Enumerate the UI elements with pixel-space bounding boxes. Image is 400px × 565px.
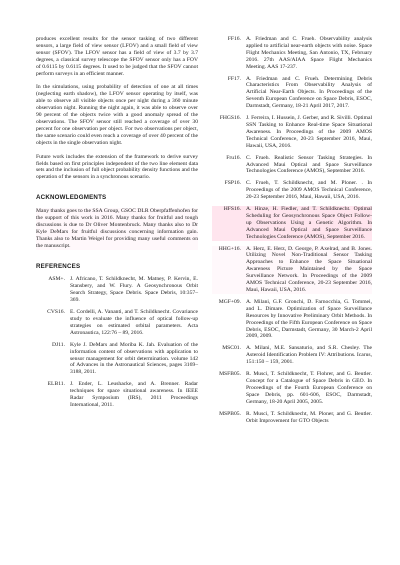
- reference-text: A. Herz, E. Herz, D. George, P. Axelrad, and B. Jones. Utilizing Novel Non-Traditional Sensor Tasking Approaches to Enhance the Space Situational Awareness Picture Maintained by the Space Surveillance Network. In Proceedings of the 2009 AMOS Technical Conference, 20-23 September 2016, Maui, Hawaii, USA, 2016.: [246, 245, 372, 293]
- acknowledgments-text: Many thanks goes to the SSA Group, GSOC DLR Oberpfaffenhofen for the support of this work in 2016. Many thanks for fruitful and tough discussions is due to Dr Oliver Montenbruck. Many thanks also to Dr Kyle DeMars for fruitful discussions concerning information gain. Thanks also to Martin Weigel for providing many useful comments on the manuscript.: [36, 208, 198, 249]
- reference-item: [212, 155, 372, 176]
- reference-key: HHG+16.: [218, 245, 241, 252]
- reference-item: [36, 342, 198, 377]
- reference-text: E. Cordelli, A. Vananti, and T. Schildknecht. Covariance study to evaluate the influence of optical follow-up strategies on estimated orbital parameters. Acta Astronautica, 122:76 – 89, 2016.: [70, 309, 198, 336]
- body-paragraph-2: In the simulations, using probability of detection of one at all times (neglecting earth shadow), the LFOV sensor operating by itself, was able to observe all visible objects once per night during a 360 minute observation night. Running the night again, it was able to observe over 90 percent of the objects twice with a good anomaly spread of the observations. The SFOV sensor still reached a coverage of over 30 percent for one observation per object. For two observations per object, the same scenario could even reach a coverage of over 40 percent of the objects in the single observation night.: [36, 84, 198, 146]
- reference-item: [212, 180, 372, 201]
- reference-key: FSP16.: [224, 180, 241, 187]
- reference-text: C. Frueh, T. Schildknecht, and M. Ploner. . In Proceedings of the 2009 AMOS Technical Conference, 20-23 September 2016, Maui, Hawaii, USA, 2016.: [246, 180, 372, 201]
- reference-item: [212, 115, 372, 150]
- reference-text: Kyle J. DeMars and Moriba K. Jah. Evaluation of the information content of observations with application to sensor management for orbit determination. volume 142 of Advances in the Astronautical Sciences, pages 3169–3188, 2011.: [70, 341, 198, 376]
- body-paragraph-1: produces excellent results for the sensor tasking of two different sensors, a large field of view sensor (LFOV) and a small field of view sensor (SFOV). The LFOV sensor has a field of view of 3.7 by 3.7 degrees, a classical survey telescope the SFOV sensor only has a FOV of 0.6115 by 0.6115 degrees. It used to be judged that the SFOV cannot perform surveys in an efficient manner.: [36, 36, 198, 77]
- reference-key: DJ11.: [51, 341, 65, 348]
- body-paragraph-3: Future work includes the extension of the framework to derive survey fields based on first principles independent of the two line element data sets and the inclusion of full object probability density functions and the operation of the sensors in a synchronous scenario.: [36, 153, 198, 181]
- reference-text: A. Hinze, H. Fiedler, and T. Schildknecht. Optimal Scheduling for Geosynchronous Space Object Follow-up Observations Using a Genetic Algorithm. In Advanced Maui Optical and Space Surveillance Technologies Conference (AMOS), September 2016.: [246, 206, 372, 240]
- reference-key: FF17.: [227, 75, 241, 82]
- reference-text: A. Friedman and C. Frueh. Observability analysis applied to artificial near-earth objects with noise. Space Flight Mechanics Meeting, San Antonio, TX, February 2016. 27th AAS/AIAA Space Flight Mechanics Meeting. AAS 17-237.: [246, 36, 372, 70]
- reference-text: J. Ferreira, I. Hussein, J. Gerber, and R. Sivilli. Optimal SSN Tasking to Enhance Real-time Space Situational Awareness. In Proceedings of the 2009 AMOS Technical Conference, 20-23 September 2016, Maui, Hawaii, USA, 2016.: [246, 115, 372, 149]
- reference-text: A. Milani, G.F. Gronchi, D. Farnocchia, G. Tommei, and L. Dimare. Optimization of Space Surveillance Resources by Innovative Preliminary Orbit Methods. In Proceedings of the Fifth European Conference on Space Debris, ESOC, Darmstadt, Germany, 30 March-2 April 2009, 2009.: [246, 298, 372, 340]
- reference-text: R. Musci, T. Schildknecht, T. Flohrer, and G. Beutler. Concept for a Catalogue of Space Debris in GEO. In Proceedings of the Fourth European Conference on Space Debris, pp. 601-606, ESOC, Darmstadt, Germany, 18-20 April 2005, 2005.: [246, 371, 372, 405]
- reference-item: [36, 309, 198, 337]
- reference-item: [212, 371, 372, 406]
- reference-key: FHGS16.: [219, 115, 241, 122]
- references-heading: REFERENCES: [36, 262, 81, 270]
- reference-item: [212, 345, 372, 366]
- reference-item: [212, 76, 372, 111]
- reference-text: C. Frueh. Realistic Sensor Tasking Strategies. In Advanced Maui Optical and Space Surveillance Technologies Conference (AMOS), September 2016.: [246, 154, 372, 175]
- reference-key: MSFB05.: [219, 371, 241, 378]
- reference-key: CVS16.: [47, 309, 65, 316]
- reference-text: R. Musci, T. Schildknecht, M. Ploner, and G. Beutler. Orbit Improvement for GTO Objects: [246, 410, 372, 424]
- reference-key: Fru16.: [226, 154, 241, 161]
- reference-text: A. Milani, M.E. Sansaturio, and S.R. Chesley. The Asteroid Identification Problem IV: Attributions. Icarus, 151:150 – 159, 2001.: [246, 345, 372, 366]
- reference-item: [36, 381, 198, 409]
- reference-key: MGF+09.: [218, 298, 241, 305]
- reference-text: J. Ender, L. Leushacke, and A. Brenner. Radar techniques for space situational awareness. In IEEE Radar Symposium (IRS), 2011 Proceedings International, 2011.: [70, 381, 198, 408]
- reference-text: A. Friedman and C. Frueh. Determining Debris Characteristics From Observability Analysis of Artificial Near-Earth Objects. In Proceedings of the Seventh European Conference on Space Debris, ESOC, Darmstadt, Germany, 18-21 April 2017, 2017.: [246, 75, 372, 110]
- reference-key: MSPB05.: [219, 410, 241, 417]
- reference-key: MSC01.: [222, 345, 241, 352]
- reference-item: [212, 206, 372, 241]
- reference-item: [212, 411, 372, 425]
- right-column: [212, 36, 372, 429]
- reference-key: FF16.: [227, 36, 241, 42]
- reference-item: [212, 36, 372, 71]
- acknowledgments-heading: ACKNOWLEDGMENTS: [36, 194, 107, 202]
- reference-item: [36, 276, 198, 304]
- reference-key: HFS16.: [223, 206, 241, 213]
- reference-key: ASM+.: [48, 276, 65, 283]
- reference-item: [212, 299, 372, 340]
- reference-text: J. Africano, T. Schildknecht, M. Matney, P. Kervin, E. Stansbery, and W. Flury. A Geosynchronous Orbit Search Strategy, Space Debris. Space Debris, 10:357–369.: [70, 276, 198, 304]
- reference-key: ELB11.: [47, 381, 65, 388]
- left-column: [36, 36, 198, 414]
- reference-item: [212, 246, 372, 294]
